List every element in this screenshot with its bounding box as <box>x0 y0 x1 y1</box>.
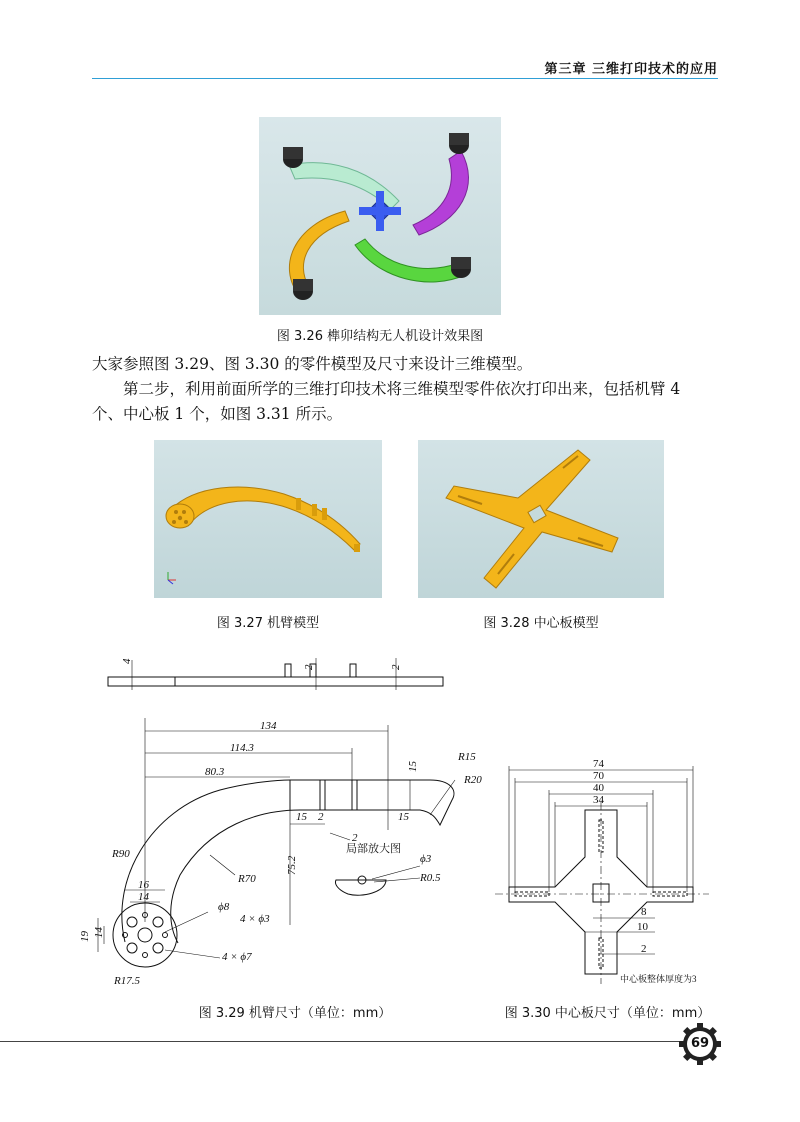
svg-text:34: 34 <box>593 794 604 806</box>
figure-3-29-caption: 图 3.29 机臂尺寸（单位：mm） <box>198 1006 392 1021</box>
svg-text:4: 4 <box>121 658 133 664</box>
svg-text:R0.5: R0.5 <box>420 872 441 884</box>
svg-text:2: 2 <box>303 664 315 670</box>
figure-3-27-render <box>154 440 382 598</box>
svg-text:19: 19 <box>79 931 91 942</box>
svg-text:2: 2 <box>641 943 647 955</box>
figure-3-28-render <box>418 440 664 598</box>
svg-text:114.3: 114.3 <box>230 742 254 754</box>
figure-3-26-render <box>259 117 501 315</box>
svg-text:40: 40 <box>593 782 604 794</box>
svg-text:2: 2 <box>352 832 358 844</box>
figure-3-26-caption: 图 3.26 榫卯结构无人机设计效果图 <box>276 329 484 344</box>
header-rule <box>92 78 718 79</box>
svg-text:R17.5: R17.5 <box>114 975 140 987</box>
svg-text:16: 16 <box>138 879 149 891</box>
svg-text:80.3: 80.3 <box>205 766 225 778</box>
svg-text:75.2: 75.2 <box>286 855 298 875</box>
svg-text:R15: R15 <box>458 751 476 763</box>
svg-text:15: 15 <box>296 811 307 823</box>
figure-3-30-drawing <box>495 752 720 992</box>
svg-text:134: 134 <box>260 720 277 732</box>
svg-text:15: 15 <box>398 811 409 823</box>
page-number: 69 <box>687 1031 713 1057</box>
svg-text:14: 14 <box>93 927 105 938</box>
svg-text:8: 8 <box>641 906 647 918</box>
footer-rule <box>0 1041 690 1042</box>
svg-text:74: 74 <box>593 758 604 770</box>
svg-text:4 × ϕ7: 4 × ϕ7 <box>222 951 252 963</box>
svg-text:2: 2 <box>318 811 324 823</box>
svg-text:ϕ3: ϕ3 <box>420 853 432 865</box>
figure-3-27-caption: 图 3.27 机臂模型 <box>216 616 320 631</box>
figure-3-28-caption: 图 3.28 中心板模型 <box>483 616 599 631</box>
chapter-header: 第三章 三维打印技术的应用 <box>544 62 718 77</box>
paragraph-2: 第二步，利用前面所学的三维打印技术将三维模型零件依次打印出来，包括机臂 4 个、中心板 1 个，如图 3.31 所示。 <box>92 380 681 423</box>
svg-text:70: 70 <box>593 770 604 782</box>
figure-3-29-drawing <box>79 650 482 995</box>
svg-text:4 × ϕ3: 4 × ϕ3 <box>240 913 270 925</box>
svg-text:局部放大图: 局部放大图 <box>346 843 401 855</box>
svg-text:ϕ8: ϕ8 <box>218 901 230 913</box>
svg-text:15: 15 <box>407 761 419 772</box>
paragraph-1: 大家参照图 3.29、图 3.30 的零件模型及尺寸来设计三维模型。 <box>92 355 533 373</box>
svg-text:10: 10 <box>637 921 648 933</box>
svg-text:R20: R20 <box>464 774 482 786</box>
figure-3-30-caption: 图 3.30 中心板尺寸（单位：mm） <box>504 1006 711 1021</box>
svg-text:14: 14 <box>138 891 149 903</box>
svg-text:R70: R70 <box>238 873 256 885</box>
svg-text:中心板整体厚度为3: 中心板整体厚度为3 <box>620 974 697 984</box>
svg-text:R90: R90 <box>112 848 130 860</box>
svg-text:2: 2 <box>390 664 402 670</box>
